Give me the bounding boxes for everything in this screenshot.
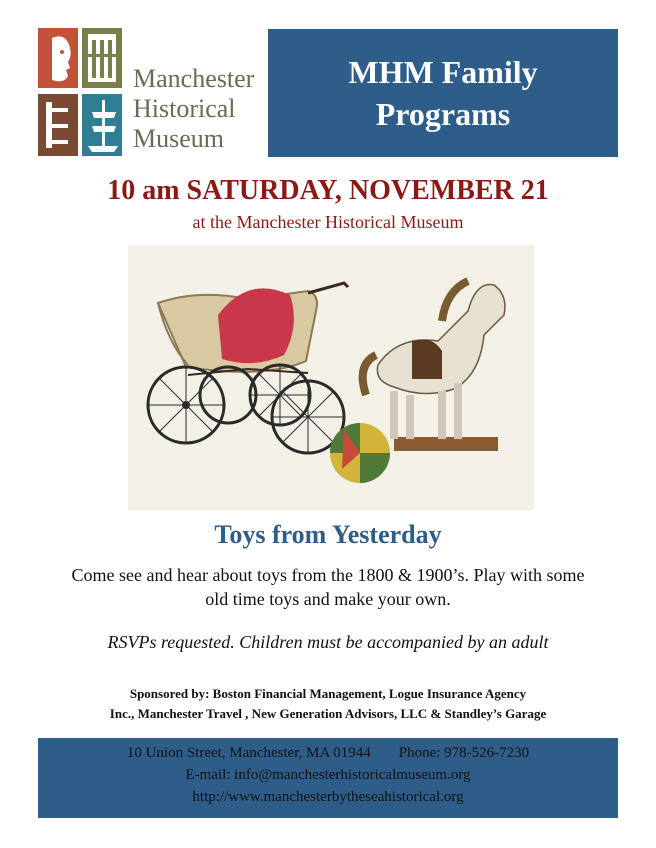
logo-line-2: Historical [133,94,236,123]
logo-line-3: Museum [133,124,224,153]
event-location: at the Manchester Historical Museum [192,212,464,232]
email[interactable]: E-mail: info@manchesterhistoricalmuseum.org [185,767,471,783]
sponsors-line-1: Sponsored by: Boston Financial Management, Logue Insurance Agency [129,686,527,701]
event-date: 10 am SATURDAY, NOVEMBER 21 [107,175,549,206]
banner-line-1: MHM Family [348,54,538,90]
program-description [40,563,616,611]
logo-wordmark [133,64,254,154]
contact-footer [38,738,618,818]
description-line-2: old time toys and make your own. [205,589,451,609]
phone: Phone: 978-526-7230 [398,745,530,761]
logo-mark-icon [38,28,128,158]
address-phone-row [38,742,618,764]
sponsors [60,684,596,724]
museum-logo [38,28,268,158]
toys-photo [128,245,534,510]
website-link[interactable]: http://www.manchesterbytheseahistorical.org [192,789,464,805]
program-title: Toys from Yesterday [214,520,442,549]
banner-line-2: Programs [375,96,511,132]
programs-banner [268,29,618,157]
address: 10 Union Street, Manchester, MA 01944 [126,745,371,761]
rsvp-note: RSVPs requested. Children must be accompanied by an adult [107,632,549,652]
toys-illustration [128,245,534,510]
ball-icon [330,423,390,483]
sponsors-line-2: Inc., Manchester Travel , New Generation Advisors, LLC & Standley’s Garage [109,706,547,721]
logo-line-1: Manchester [133,64,255,93]
description-line-1: Come see and hear about toys from the 1800 & 1900’s. Play with some [71,565,585,585]
